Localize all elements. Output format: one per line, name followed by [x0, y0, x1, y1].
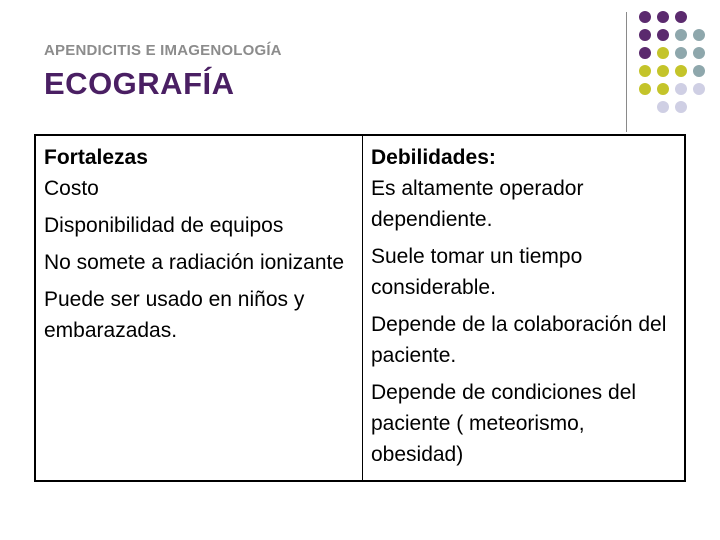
decorative-dot [657, 47, 669, 59]
weaknesses-header: Debilidades: [371, 146, 496, 169]
decorative-dot [657, 11, 669, 23]
decorative-dot [657, 83, 669, 95]
decorative-dot [675, 101, 687, 113]
vertical-divider-line [626, 12, 627, 132]
decorative-dot [675, 47, 687, 59]
dot-grid-decoration [0, 0, 720, 130]
decorative-dot [639, 11, 651, 23]
decorative-dot [657, 65, 669, 77]
decorative-dot [675, 11, 687, 23]
strength-item: Costo [44, 177, 99, 200]
weakness-item: Depende de condiciones del paciente ( meteorismo, obesidad) [371, 381, 637, 466]
decorative-dot [675, 83, 687, 95]
decorative-dot [693, 83, 705, 95]
weaknesses-column [363, 135, 686, 481]
decorative-dot [639, 83, 651, 95]
strength-item: Puede ser usado en niños y embarazadas. [44, 288, 305, 342]
decorative-dot [657, 29, 669, 41]
strength-item: Disponibilidad de equipos [44, 214, 284, 237]
strengths-column [35, 135, 363, 481]
decorative-dot [639, 29, 651, 41]
strength-item: No somete a radiación ionizante [44, 251, 345, 274]
decorative-dot [657, 101, 669, 113]
decorative-dot [639, 65, 651, 77]
decorative-dot [675, 65, 687, 77]
comparison-table [34, 134, 686, 482]
decorative-dot [639, 47, 651, 59]
decorative-dot [693, 47, 705, 59]
decorative-dot [675, 29, 687, 41]
decorative-dot [693, 29, 705, 41]
slide-title: ECOGRAFÍA [44, 66, 235, 101]
strengths-header: Fortalezas [44, 146, 148, 169]
slide-subtitle: APENDICITIS E IMAGENOLOGÍA [44, 42, 282, 59]
weakness-item: Es altamente operador dependiente. [371, 177, 584, 231]
weakness-item: Suele tomar un tiempo considerable. [371, 245, 583, 299]
decorative-dot [693, 65, 705, 77]
weakness-item: Depende de la colaboración del paciente. [371, 313, 667, 367]
